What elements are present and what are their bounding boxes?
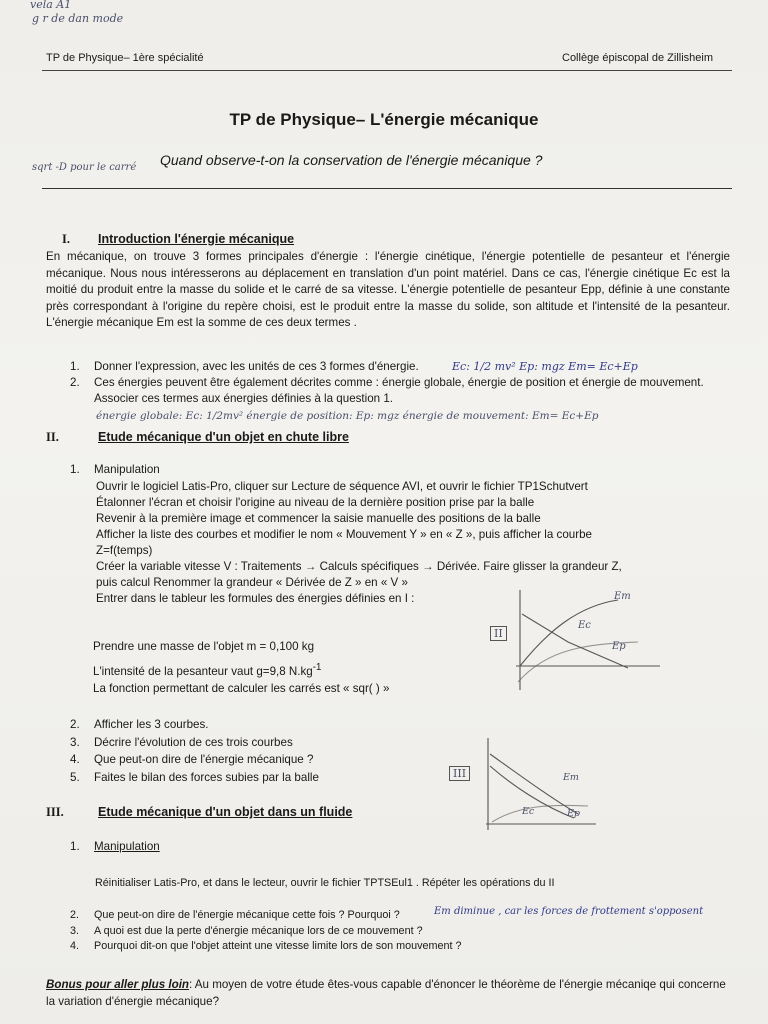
graph-3-ec-label: Ec xyxy=(522,806,535,817)
question-text: Pourquoi dit-on que l'objet atteint une vitesse limite lors de son mouvement ? xyxy=(94,940,462,952)
question-text: A quoi est due la perte d'énergie mécanique lors de ce mouvement ? xyxy=(94,924,423,937)
question-number: 1. xyxy=(70,360,80,373)
question-text: Décrire l'évolution de ces trois courbes xyxy=(94,735,293,749)
question-divider xyxy=(42,188,732,189)
section-1-label: Introduction l'énergie mécanique xyxy=(98,232,295,246)
graph-2-em-label: Em xyxy=(614,591,631,602)
question-text: Afficher les 3 courbes. xyxy=(94,718,209,731)
manipulation-line: Afficher la liste des courbes et modifier le nom « Mouvement Y » en « Z », puis afficher la courbe xyxy=(96,528,593,541)
question-item xyxy=(70,716,490,734)
question-margin-note: sqrt -D pour le carré xyxy=(32,162,137,173)
bonus-text: : Au moyen de votre étude êtes-vous capable d'énoncer le théorème de l'énergie mécaniqe qui concerne la variation d'énergie mécanique? xyxy=(46,978,726,1008)
gravity-line xyxy=(93,662,321,678)
question-number: 2. xyxy=(70,909,80,921)
manipulation-line: puis calcul Renommer la grandeur « Dérivée de Z » en « V » xyxy=(96,576,408,589)
section-2-heading xyxy=(46,430,349,445)
graph-2-ep-label: Ep xyxy=(612,641,626,652)
question-number: 4. xyxy=(70,940,80,952)
question-number: 2. xyxy=(70,376,80,389)
margin-note-top: vela A1 xyxy=(30,0,72,11)
manipulation-line: Entrer dans le tableur les formules des énergies définies en I : xyxy=(96,592,415,605)
question-item xyxy=(70,939,530,955)
section-1-heading xyxy=(62,232,294,247)
subsection-label: Manipulation xyxy=(94,463,160,476)
question-text: Donner l'expression, avec les unités de ces 3 formes d'énergie. xyxy=(94,360,419,373)
question-item xyxy=(70,734,490,752)
gravity-text: L'intensité de la pesanteur vaut g=9,8 N.kg xyxy=(93,664,313,678)
section-1-paragraph: En mécanique, on trouve 3 formes principales d'énergie : l'énergie cinétique, l'énergie potentielle de pesanteur et l'énergie mécanique. Nous nous intéresserons au déplacement en translation d'un point matériel. Dans ce cas, l'énergie cinétique Ec est la moitié du produit entre la masse du solide et le carré de sa vitesse. L'énergie potentielle de pesanteur Epp, définie à une constante près correspondant à l'origine du repère choisi, est le produit entre la masse du solide, son altitude et l'intensité de la pesanteur. L'énergie mécanique Em est la somme de ces deux termes . xyxy=(46,250,730,330)
graph-3-tag: III xyxy=(449,766,470,781)
subsection-number: 1. xyxy=(70,463,80,476)
manipulation-line: Revenir à la première image et commencer la saisie manuelle des positions de la balle xyxy=(96,512,541,525)
reset-instruction: Réinitialiser Latis-Pro, et dans le lecteur, ouvrir le fichier TPTSEul1 . Répéter les opérations du II xyxy=(95,877,555,889)
manipulation-line: Créer la variable vitesse V : Traitements → Calculs spécifiques → Dérivée. Faire glisser la grandeur Z, xyxy=(96,560,622,573)
graph-3-em-label: Em xyxy=(563,772,579,783)
graph-3-ep-label: Ep xyxy=(567,808,581,819)
question-text: Ces énergies peuvent être également décrites comme : énergie globale, énergie de position et énergie de mouvement. Associer ces termes aux énergies définies à la question 1. xyxy=(94,376,704,405)
handwritten-answer-3: Em diminue , car les forces de frottement s'opposent xyxy=(434,906,704,917)
question-item xyxy=(70,924,530,940)
section-2-questions xyxy=(70,716,490,786)
square-function-line: La fonction permettant de calculer les carrés est « sqr( ) » xyxy=(93,682,390,695)
handwritten-answer-1: Ec: 1/2 mv² Ep: mgz Em= Ec+Ep xyxy=(452,360,638,373)
question-text: Faites le bilan des forces subies par la balle xyxy=(94,770,319,784)
subsection-number: 1. xyxy=(70,840,80,853)
manipulation-line: Z=f(temps) xyxy=(96,544,153,557)
question-number: 3. xyxy=(70,735,80,749)
question-number: 5. xyxy=(70,770,80,784)
section-2-subheading xyxy=(70,463,160,476)
section-2-label: Etude mécanique d'un objet en chute libre xyxy=(98,430,349,444)
section-1-number: I. xyxy=(62,232,70,246)
section-3-label: Etude mécanique d'un objet dans un fluide xyxy=(98,805,353,819)
header-school: Collège épiscopal de Zillisheim xyxy=(562,52,714,64)
header-divider xyxy=(42,70,732,71)
question-number: 3. xyxy=(70,924,80,937)
bonus-question xyxy=(46,976,736,1010)
page-title: TP de Physique– L'énergie mécanique xyxy=(229,110,539,129)
manipulation-line: Ouvrir le logiciel Latis-Pro, cliquer sur Lecture de séquence AVI, et ouvrir le fichier TP1Schutvert xyxy=(96,480,588,493)
header-course: TP de Physique– 1ère spécialité xyxy=(46,52,204,64)
bonus-label: Bonus pour aller plus loin xyxy=(46,978,189,991)
graph-2-tag: II xyxy=(490,626,507,641)
section-2-number: II. xyxy=(46,430,59,444)
section-3-number: III. xyxy=(46,805,64,819)
question-number: 4. xyxy=(70,753,80,766)
question-item xyxy=(70,751,490,769)
subsection-label: Manipulation xyxy=(94,840,160,853)
graph-2-energy-sketch xyxy=(508,586,668,698)
mass-line: Prendre une masse de l'objet m = 0,100 kg xyxy=(93,640,315,653)
gravity-exponent: -1 xyxy=(312,662,322,673)
section-3-subheading xyxy=(70,840,160,853)
graph-3-energy-sketch xyxy=(478,734,598,834)
question-item xyxy=(70,769,490,787)
question-item xyxy=(70,375,730,407)
section-3-heading xyxy=(46,805,352,820)
graph-2-ec-label: Ec xyxy=(578,620,591,631)
question-number: 2. xyxy=(70,718,80,731)
handwritten-answer-2: énergie globale: Ec: 1/2mv² énergie de position: Ep: mgz énergie de mouvement: Em= Ec+Ep xyxy=(96,410,599,422)
question-text: Que peut-on dire de l'énergie mécanique ? xyxy=(94,753,314,766)
question-text: Que peut-on dire de l'énergie mécanique cette fois ? Pourquoi ? xyxy=(94,909,400,921)
guiding-question: Quand observe-t-on la conservation de l'énergie mécanique ? xyxy=(160,152,543,168)
margin-note-second: g r de dan mode xyxy=(32,12,124,25)
manipulation-line: Étalonner l'écran et choisir l'origine au niveau de la dernière position prise par la balle xyxy=(96,496,535,509)
